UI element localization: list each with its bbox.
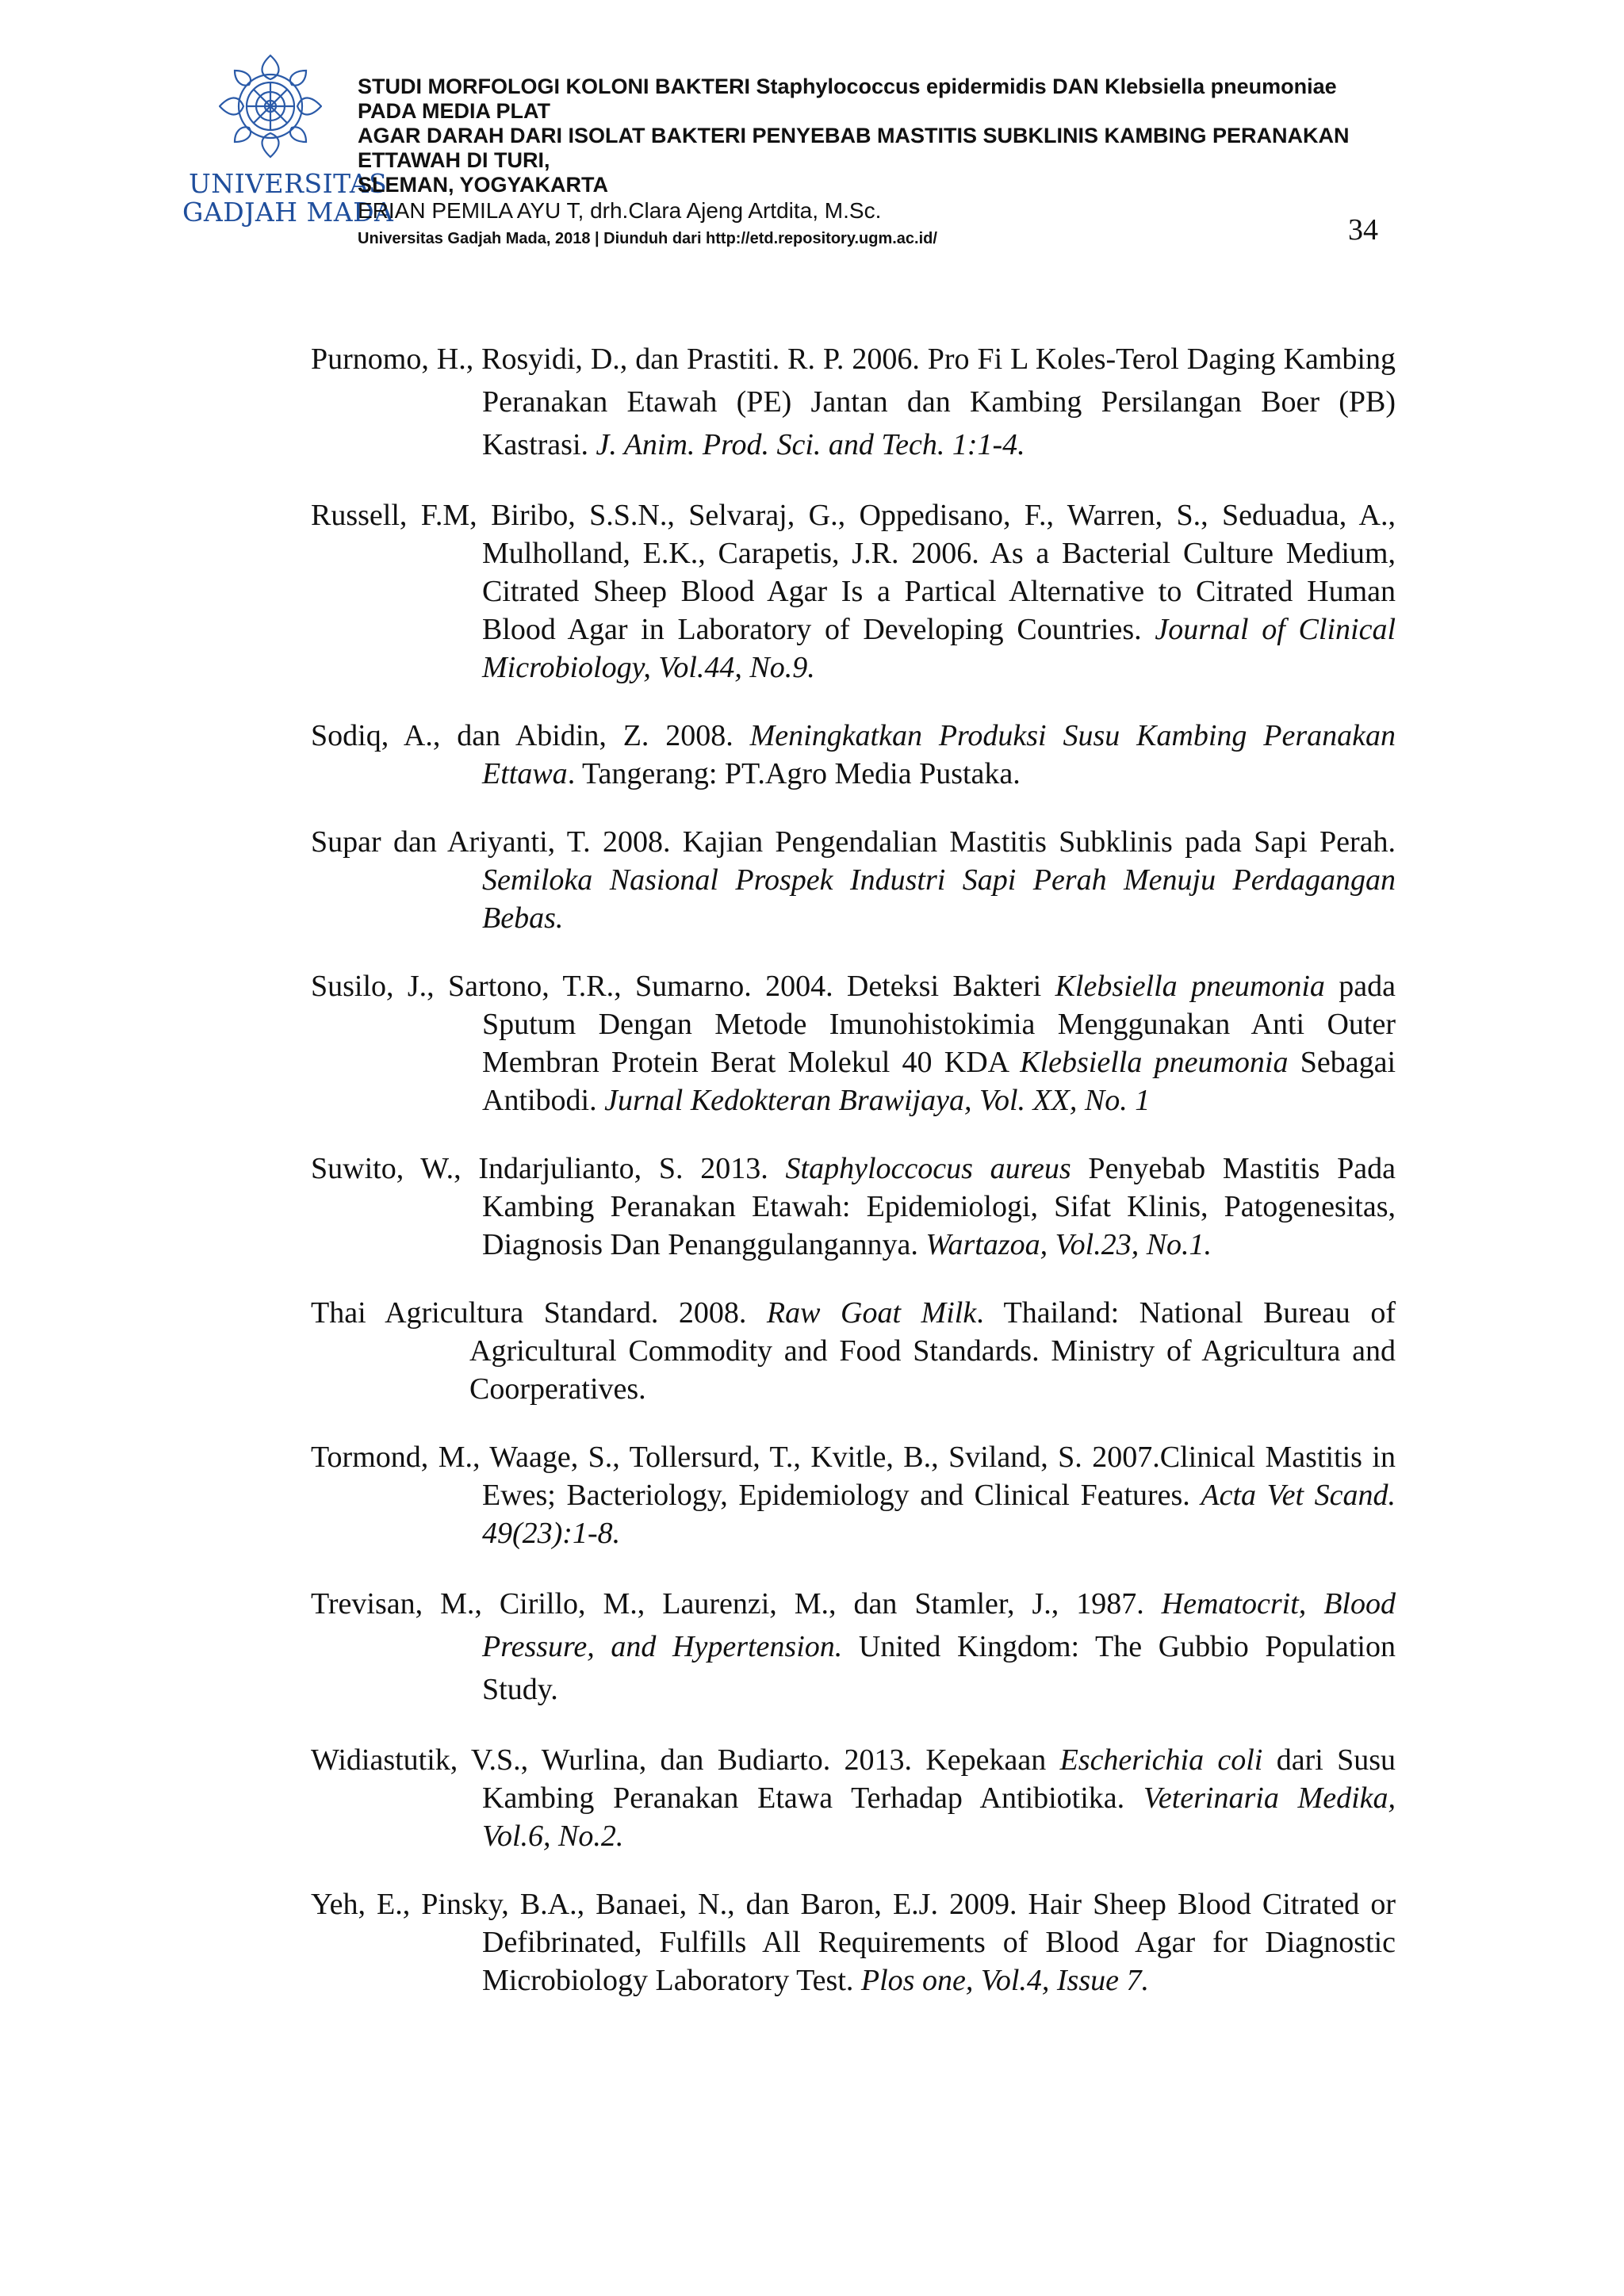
reference-text: Susilo, J., Sartono, T.R., Sumarno. 2004. Deteksi Bakteri	[311, 970, 1055, 1003]
reference-text: Purnomo, H., Rosyidi, D., dan Prastiti. R. P. 2006. Pro Fi L Koles-Terol Daging Kambing Peranakan Etawah (PE) Jantan dan Kambing Persilangan Boer (PB) Kastrasi.	[311, 342, 1396, 461]
university-logo	[182, 49, 394, 228]
reference-text: Suwito, W., Indarjulianto, S. 2013.	[311, 1152, 786, 1185]
reference-text: . Tangerang: PT.Agro Media Pustaka.	[567, 757, 1021, 790]
reference-text: Yeh, E., Pinsky, B.A., Banaei, N., dan Baron, E.J. 2009. Hair Sheep Blood Citrated or Defibrinated, Fulfills All Requirements of Blood Agar for Diagnostic Microbiology Laboratory Test.	[311, 1888, 1396, 1997]
reference-italic: Hematocrit, Blood Pressure, and Hypertension.	[482, 1587, 1396, 1663]
reference-text: Supar dan Ariyanti, T. 2008. Kajian Pengendalian Mastitis Subklinis pada Sapi Perah.	[311, 825, 1396, 859]
thesis-authors: ERIAN PEMILA AYU T, drh.Clara Ajeng Artdita, M.Sc.	[358, 198, 882, 223]
reference-text: pada Sputum Dengan Metode Imunohistokimia Menggunakan Anti Outer Membran Protein Berat Molekul 40 KDA	[482, 970, 1396, 1079]
reference-italic: Plos one, Vol.4, Issue 7.	[860, 1964, 1149, 1997]
reference-entry	[311, 338, 1396, 466]
university-name-line2: GADJAH MADA	[182, 197, 394, 228]
reference-italic: Klebsiella pneumonia	[1055, 970, 1325, 1003]
reference-italic: Journal of Clinical Microbiology, Vol.44, No.9.	[482, 613, 1396, 684]
reference-italic: Jurnal Kedokteran Brawijaya, Vol. XX, No. 1	[604, 1084, 1151, 1117]
reference-text: Trevisan, M., Cirillo, M., Laurenzi, M., dan Stamler, J., 1987.	[311, 1587, 1162, 1621]
reference-list	[311, 308, 1396, 2026]
reference-italic: Raw Goat Milk	[766, 1296, 977, 1330]
reference-text: United Kingdom: The Gubbio Population Study.	[482, 1630, 1396, 1706]
reference-italic: Veterinaria Medika, Vol.6, No.2.	[482, 1781, 1396, 1853]
thesis-title-line: ETTAWAH DI TURI,	[358, 148, 550, 172]
reference-entry	[311, 1438, 1396, 1552]
thesis-title-line: STUDI MORFOLOGI KOLONI BAKTERI Staphylococcus epidermidis DAN Klebsiella pneumoniae	[358, 75, 1337, 98]
reference-text: Thai Agricultura Standard. 2008.	[311, 1296, 767, 1330]
reference-entry	[311, 1741, 1396, 1855]
reference-italic: Acta Vet Scand. 49(23):1-8.	[482, 1479, 1396, 1550]
reference-text: Russell, F.M, Biribo, S.S.N., Selvaraj, G., Oppedisano, F., Warren, S., Seduadua, A., Mulholland, E.K., Carapetis, J.R. 2006. As a Bacterial Culture Medium, Citrated Sheep Blood Agar Is a Partical Alternative to Citrated Human Blood Agar in Laboratory of Developing Countries.	[311, 499, 1396, 646]
reference-italic: Klebsiella pneumonia	[1020, 1046, 1289, 1079]
reference-text: Tormond, M., Waage, S., Tollersurd, T., Kvitle, B., Sviland, S. 2007.Clinical Mastitis in Ewes; Bacteriology, Epidemiology and Clinical Features.	[311, 1441, 1396, 1512]
university-name-line1: UNIVERSITAS	[189, 168, 388, 199]
reference-text: Sodiq, A., dan Abidin, Z. 2008.	[311, 719, 750, 752]
reference-entry	[311, 717, 1396, 793]
ugm-emblem-icon	[219, 49, 322, 160]
reference-entry	[311, 1150, 1396, 1264]
reference-italic: Wartazoa, Vol.23, No.1.	[925, 1228, 1212, 1261]
reference-italic: Meningkatkan Produksi Susu Kambing Peranakan Ettawa	[482, 719, 1396, 790]
page-number: 34	[1348, 213, 1378, 247]
reference-entry	[311, 1582, 1396, 1711]
reference-text: Sebagai Antibodi.	[482, 1046, 1396, 1117]
source-line: Universitas Gadjah Mada, 2018 | Diunduh dari http://etd.repository.ugm.ac.id/	[358, 230, 937, 247]
reference-italic: J. Anim. Prod. Sci. and Tech. 1:1-4.	[596, 428, 1025, 461]
reference-italic: Escherichia coli	[1059, 1743, 1263, 1777]
thesis-title-line: PADA MEDIA PLAT	[358, 99, 550, 123]
reference-italic: Staphyloccocus aureus	[785, 1152, 1071, 1185]
reference-entry	[311, 1885, 1396, 1999]
reference-text: . Thailand: National Bureau of Agricultural Commodity and Food Standards. Ministry of Agricultura and Coorperatives.	[469, 1296, 1396, 1406]
reference-text: Widiastutik, V.S., Wurlina, dan Budiarto. 2013. Kepekaan	[311, 1743, 1060, 1777]
reference-text: Penyebab Mastitis Pada Kambing Peranakan Etawah: Epidemiologi, Sifat Klinis, Patogenesitas, Diagnosis Dan Penanggulangannya.	[482, 1152, 1396, 1261]
document-header	[358, 75, 1515, 251]
reference-entry	[311, 1294, 1396, 1408]
reference-italic: Semiloka Nasional Prospek Industri Sapi Perah Menuju Perdagangan Bebas.	[482, 863, 1396, 935]
reference-entry	[311, 967, 1396, 1119]
thesis-title-line: AGAR DARAH DARI ISOLAT BAKTERI PENYEBAB MASTITIS SUBKLINIS KAMBING PERANAKAN	[358, 124, 1350, 147]
thesis-title-line: SLEMAN, YOGYAKARTA	[358, 173, 609, 197]
reference-entry	[311, 823, 1396, 937]
reference-text: dari Susu Kambing Peranakan Etawa Terhadap Antibiotika.	[482, 1743, 1396, 1815]
reference-entry	[311, 496, 1396, 687]
